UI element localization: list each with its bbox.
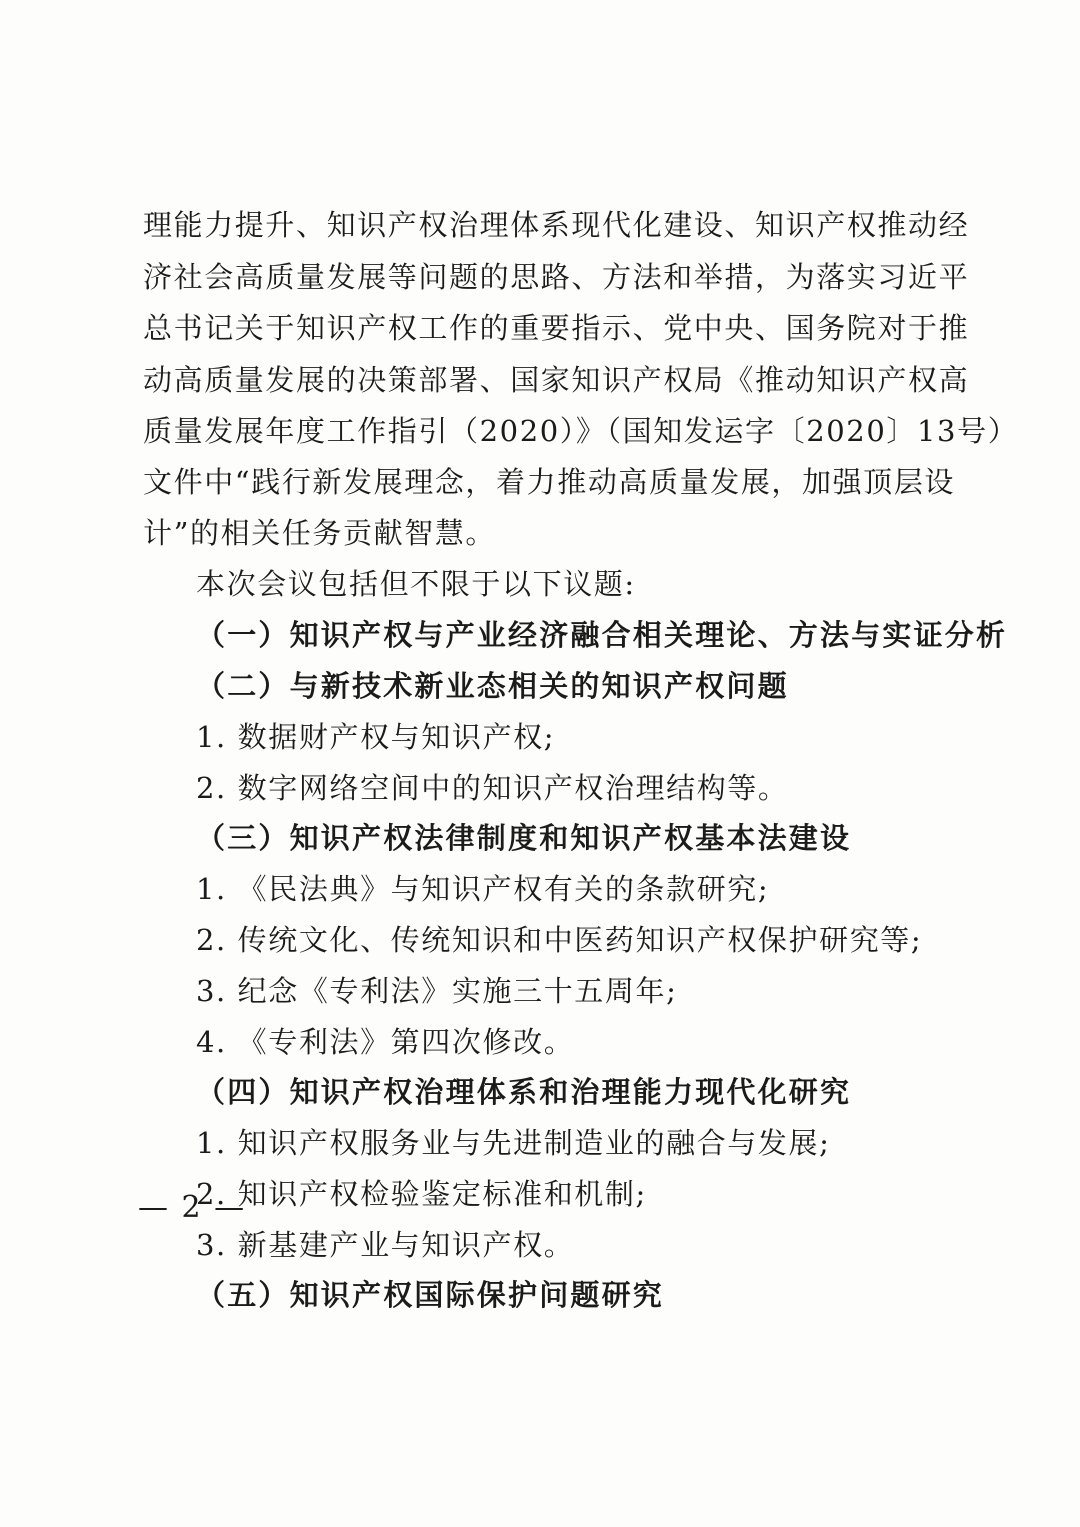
topic-heading-5: （五）知识产权国际保护问题研究 bbox=[196, 1278, 665, 1312]
page-number: — 2 — bbox=[138, 1190, 247, 1225]
topic-item: 2. 数字网络空间中的知识产权治理结构等。 bbox=[196, 771, 789, 805]
topic-heading-2: （二）与新技术新业态相关的知识产权问题 bbox=[196, 669, 789, 703]
topic-item: 1. 数据财产权与知识产权; bbox=[196, 720, 556, 754]
body-text-line: 济社会高质量发展等问题的思路、方法和举措，为落实习近平 bbox=[143, 260, 970, 294]
body-text-line: 理能力提升、知识产权治理体系现代化建设、知识产权推动经 bbox=[143, 208, 970, 242]
topic-heading-3: （三）知识产权法律制度和知识产权基本法建设 bbox=[196, 821, 852, 855]
body-text-line: 动高质量发展的决策部署、国家知识产权局《推动知识产权高 bbox=[143, 363, 970, 397]
body-text-line: 质量发展年度工作指引（2020）》（国知发运字〔2020〕13号） bbox=[143, 414, 1019, 448]
topic-heading-4: （四）知识产权治理体系和治理能力现代化研究 bbox=[196, 1075, 852, 1109]
topics-intro: 本次会议包括但不限于以下议题: bbox=[196, 567, 636, 601]
topic-item: 2. 传统文化、传统知识和中医药知识产权保护研究等; bbox=[196, 923, 923, 957]
topic-heading-1: （一）知识产权与产业经济融合相关理论、方法与实证分析 bbox=[196, 618, 1008, 652]
body-text-line: 总书记关于知识产权工作的重要指示、党中央、国务院对于推 bbox=[143, 311, 970, 345]
topic-item: 3. 新基建产业与知识产权。 bbox=[196, 1228, 575, 1262]
topic-item: 1. 知识产权服务业与先进制造业的融合与发展; bbox=[196, 1126, 831, 1160]
body-text-line: 计”的相关任务贡献智慧。 bbox=[143, 516, 497, 550]
topic-item: 4. 《专利法》第四次修改。 bbox=[196, 1025, 575, 1059]
topic-item: 2. 知识产权检验鉴定标准和机制; bbox=[196, 1177, 647, 1211]
topic-item: 1. 《民法典》与知识产权有关的条款研究; bbox=[196, 872, 770, 906]
body-text-line: 文件中“践行新发展理念，着力推动高质量发展，加强顶层设 bbox=[143, 465, 956, 499]
topic-item: 3. 纪念《专利法》实施三十五周年; bbox=[196, 974, 678, 1008]
